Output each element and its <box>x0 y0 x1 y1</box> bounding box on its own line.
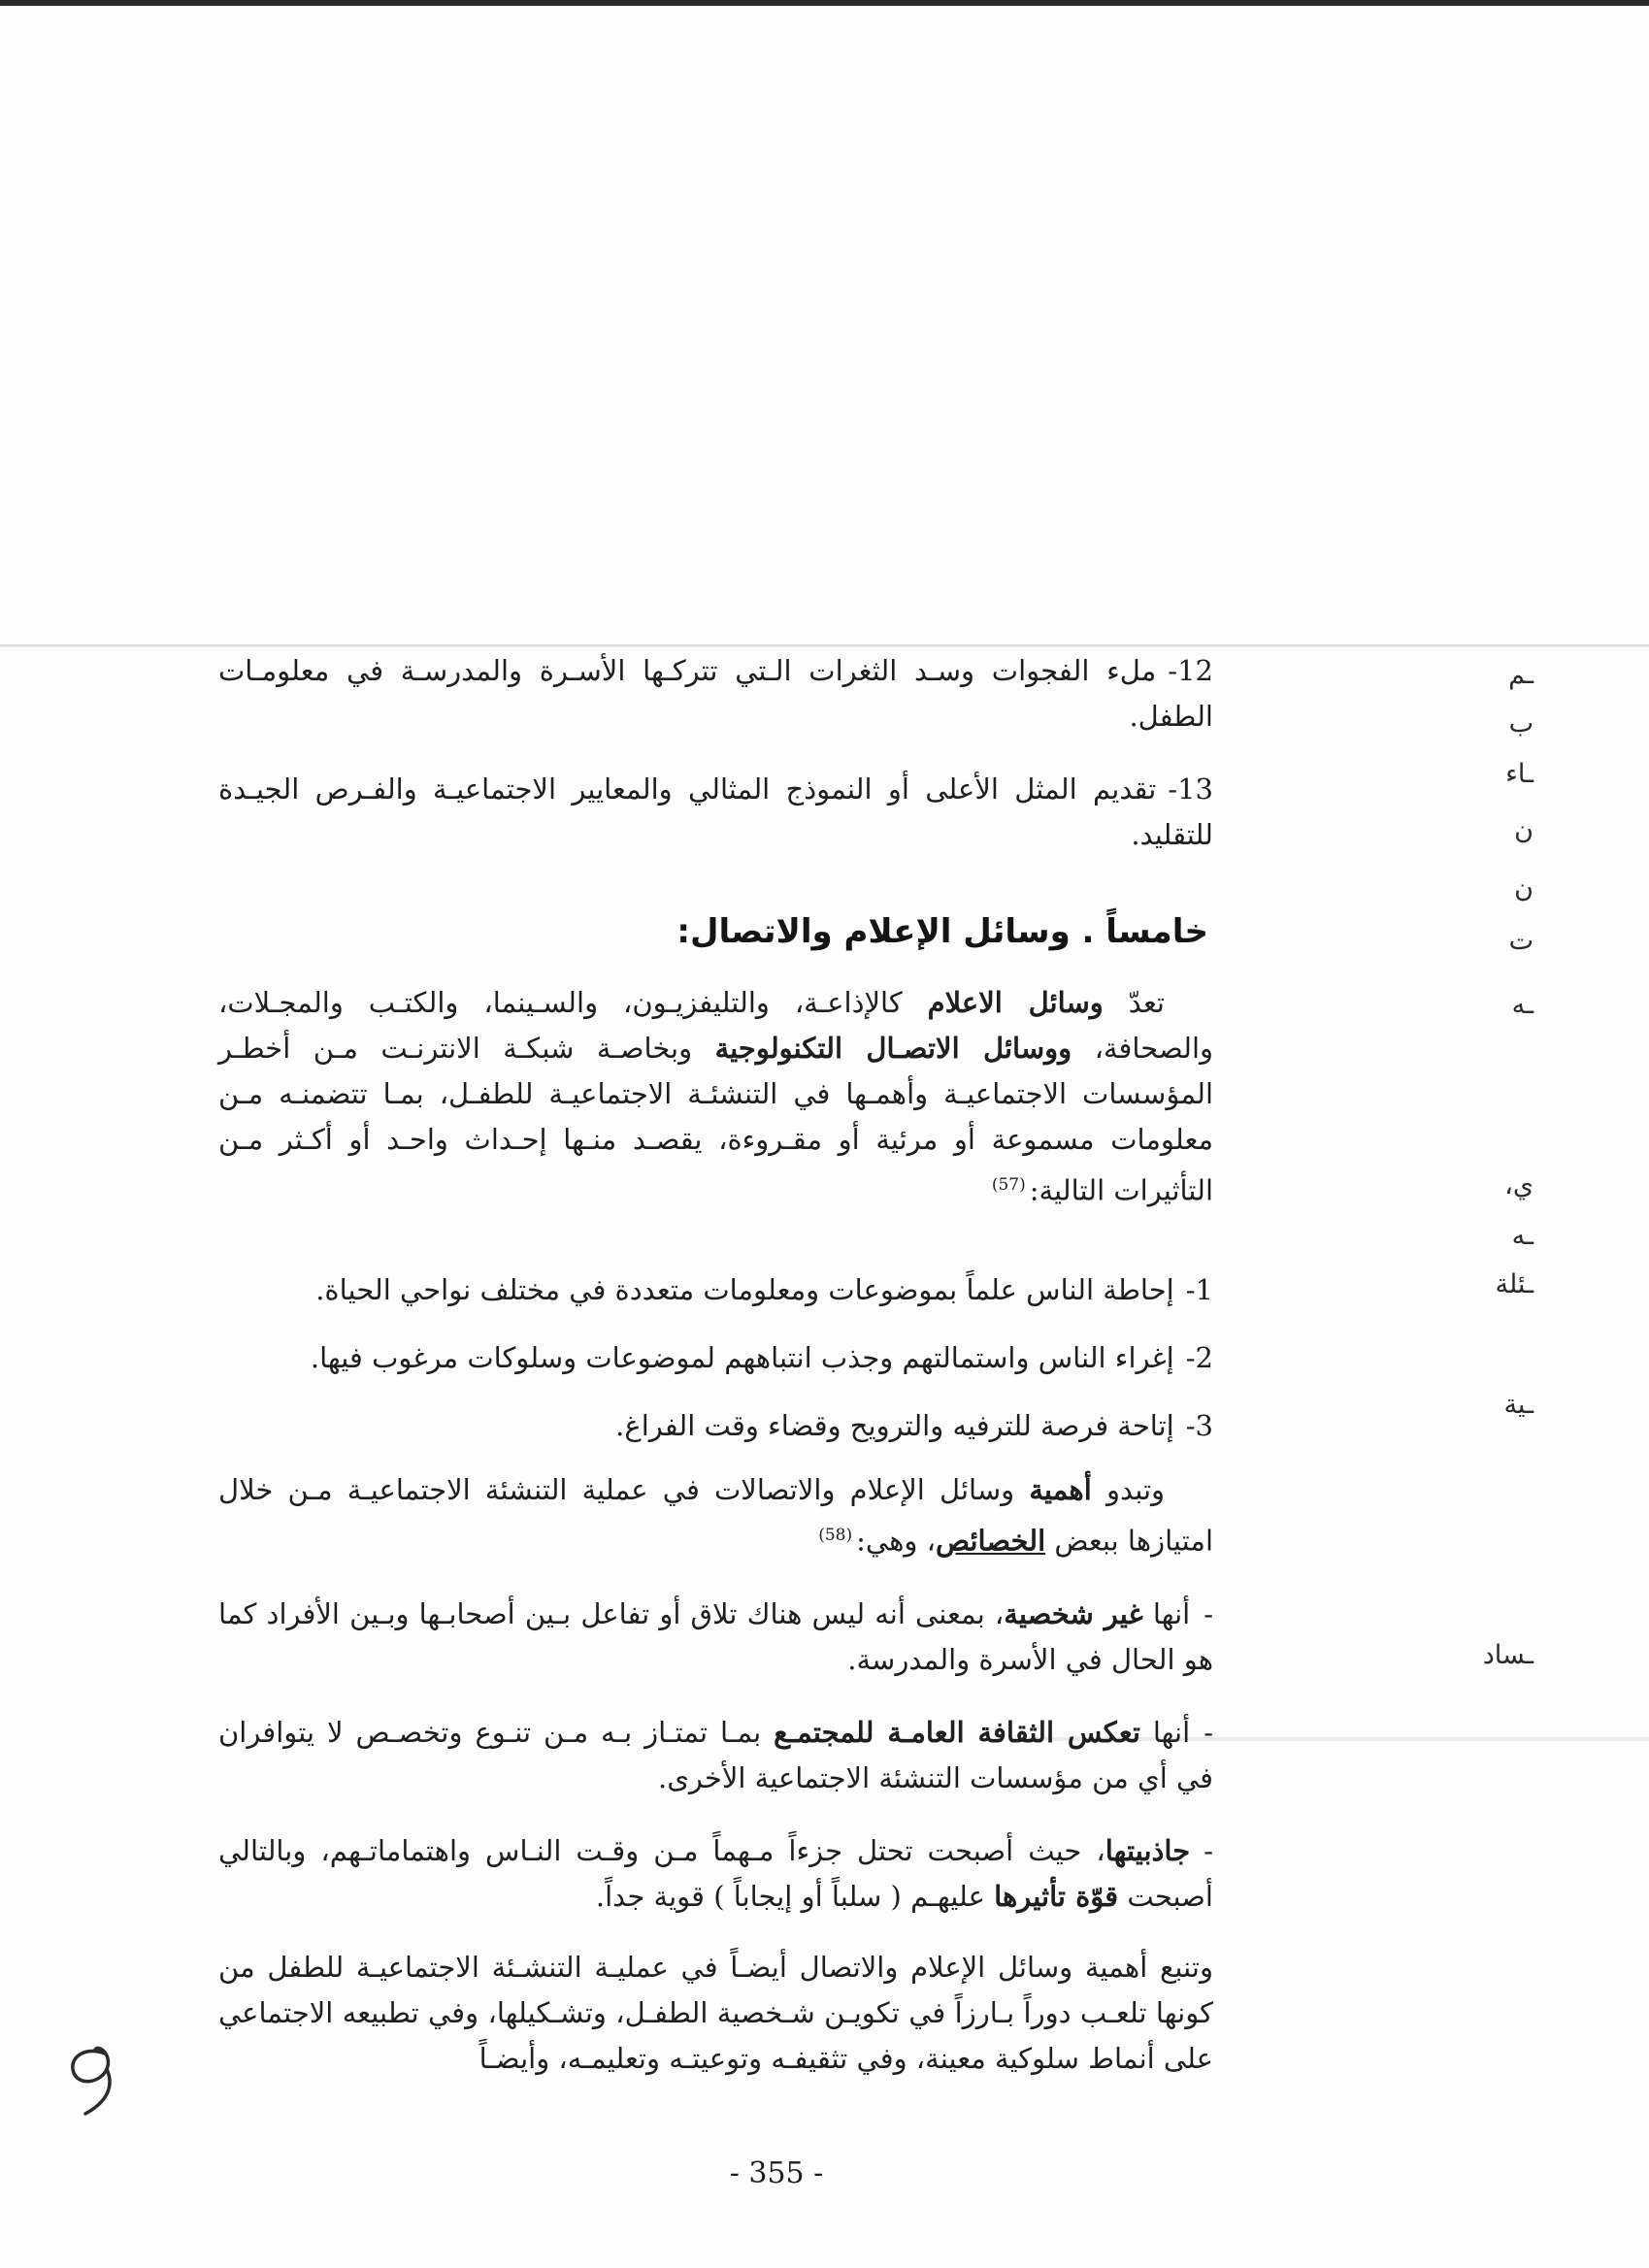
scan-top-edge <box>0 0 1649 6</box>
item-text: تقديم المثل الأعلى أو النموذج المثالي والمعايير الاجتماعيـة والفـرص الجيـدة للتقليد. <box>218 772 1213 851</box>
margin-fragment: ـئلة <box>1495 1269 1534 1299</box>
effect-item-3: 3-إتاحة فرصة للترفيه والترويح وقضاء وقت الفراغ. <box>615 1409 1213 1442</box>
term-media: وسائل الاعلام <box>927 986 1104 1019</box>
margin-fragment: ـساد <box>1482 1640 1534 1670</box>
page-number: - 355 - <box>729 2156 824 2190</box>
margin-fragment: ـه <box>1511 1221 1534 1251</box>
bullet-item-2: -أنها تعكس الثقافة العامـة للمجتمـع بمـا تمتـاز بـه مـن تنـوع وتخصـص لا يتوافران في أي من مؤسسات التنشئة الاجتماعية الأخرى. <box>218 1716 1213 1794</box>
importance-paragraph: وتبدو أهمية وسائل الإعلام والاتصالات في عملية التنشئة الاجتماعيـة مـن خلال امتيازها ببعض الخصائص، وهي:$^{(58)}$ <box>218 1473 1213 1558</box>
margin-fragment: ن <box>1514 815 1534 845</box>
margin-fragment: ـه <box>1511 990 1534 1020</box>
handwritten-number-mark <box>56 2036 134 2123</box>
term-importance: أهمية <box>1029 1473 1092 1506</box>
margin-fragment: ـم <box>1508 660 1534 690</box>
footnote-ref: (58) <box>818 1526 853 1545</box>
margin-fragment: ـاء <box>1505 759 1534 789</box>
term-characteristics: الخصائص <box>935 1524 1046 1558</box>
list-item-12 <box>218 648 1213 740</box>
bullet-item-1: -أنها غير شخصية، بمعنى أنه ليس هناك تلاق أو تفاعل بـين أصحابـها وبـين الأفراد كما هو الحال في الأسرة والمدرسة. <box>218 1597 1214 1676</box>
effect-item-2: 2-إغراء الناس واستمالتهم وجذب انتباههم لموضوعات وسلوكات مرغوب فيها. <box>310 1341 1213 1374</box>
effect-item-1: 1-إحاطة الناس علماً بموضوعات ومعلومات متعددة في مختلف نواحي الحياة. <box>315 1273 1213 1306</box>
closing-paragraph: وتنبع أهمية وسائل الإعلام والاتصال أيضـاً في عمليـة التنشـئة الاجتماعيـة للطفل من كونها تلعـب دوراً بـارزاً في تكويـن شـخصية الطفـل، وتشـكيلها، وفي تطبيعه الاجتماعي على أنماط سلوكية معينة، وفي تثقيفـه وتوعيتـه وتعليمـه، وأيضـاً <box>218 1951 1213 2075</box>
margin-fragment: ي، <box>1504 1170 1534 1200</box>
item-number: 13- <box>1168 772 1213 805</box>
term-tech-communication: ووسائل الاتصـال التكنولوجية <box>714 1032 1072 1065</box>
fold-line <box>0 644 1649 647</box>
footnote-ref: (57) <box>991 1175 1026 1195</box>
bullet-item-3: -جاذبيتها، حيث أصبحت تحتل جزءاً مـهماً مـن وقـت النـاس واهتماماتـهم، وبالتالي أصبحت قوّة تأثيرها عليهـم ( سلباً أو إيجاباً ) قوية جداً. <box>218 1834 1213 1913</box>
margin-fragment: ت <box>1508 926 1534 956</box>
margin-fragment: ـية <box>1503 1390 1534 1420</box>
intro-paragraph: تعدّ وسائل الاعلام كالإذاعـة، والتليفزيـون، والسـينما، والكتـب والمجـلات، والصحافة، ووسائل الاتصـال التكنولوجية وبخاصـة شبكـة الانترنـت مـن أخطـر المؤسسات الاجتماعيـة وأهمـها في التنشئـة الاجتماعيـة للطفـل، بمـا تتضمنـه مـن معلومات مسموعة أو مرئية أو مقـروءة، يقصـد منـها إحـداث واحـد أو أكـثر مـن التأثيرات التالية:$^{(57)}$ <box>218 986 1214 1207</box>
list-item-13 <box>218 767 1213 858</box>
item-text: ملء الفجوات وسـد الثغرات الـتي تتركـها الأسـرة والمدرسـة في معلومـات الطفل. <box>218 654 1213 733</box>
margin-fragment: ن <box>1514 873 1534 904</box>
section-heading: خامساً . وسائل الإعلام والاتصال: <box>676 912 1208 951</box>
margin-fragment: ب <box>1508 708 1534 739</box>
item-number: 12- <box>1168 654 1213 687</box>
